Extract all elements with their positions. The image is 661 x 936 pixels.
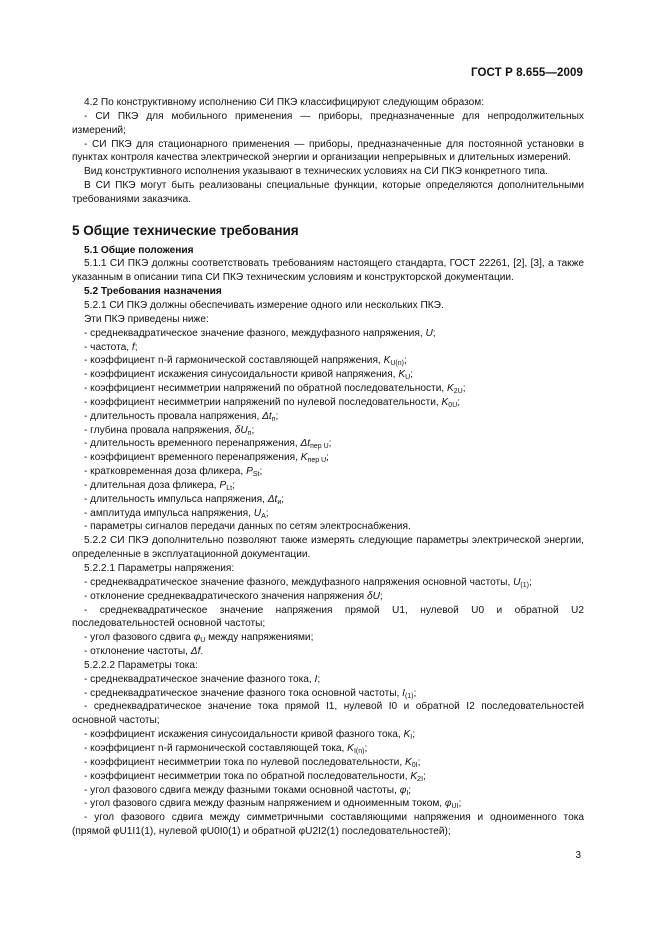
list-item-end: . [200, 646, 204, 658]
list-item-end: ; [232, 479, 235, 491]
list-item-end: ; [275, 410, 279, 422]
list-item-text: - коэффициент несимметрии напряжений по обратной последовательности, [84, 383, 447, 395]
list-item-end: ; [528, 576, 532, 588]
symbol: U [513, 576, 521, 588]
list-item [72, 354, 584, 368]
symbol-subscript: п [271, 415, 276, 423]
list-item-text: - среднеквадратическое значение напряжения прямой U1, нулевой U0 и обратной U2 последовательностей основной частоты; [72, 604, 584, 630]
list-item-end: ; [417, 756, 421, 768]
symbol: Δt [267, 493, 278, 505]
symbol-subscript: I [406, 789, 409, 797]
symbol: K [410, 770, 418, 782]
symbol: K [403, 729, 411, 741]
list-item [72, 728, 584, 742]
subsection-5-2-2-2-heading: 5.2.2.2 Параметры тока: [84, 659, 198, 671]
list-item-end: ; [423, 770, 426, 782]
list-item-text: - коэффициент искажения синусоидальности кривой фазного тока, [84, 729, 404, 741]
symbol: P [246, 466, 253, 478]
symbol: Δf [190, 646, 201, 658]
list-item-text: - коэффициент искажения синусоидальности кривой напряжения, [84, 369, 399, 381]
list-item-end: ; [457, 396, 461, 408]
paragraph: В СИ ПКЭ могут быть реализованы специальные функции, которые определяются дополнительными требованиями заказчика. [72, 180, 584, 205]
symbol: δU [234, 424, 248, 436]
symbol: K [300, 452, 308, 464]
voltage-parameter-list [72, 576, 584, 659]
list-item [72, 811, 584, 839]
symbol-subscript: (1) [404, 692, 414, 700]
symbol-subscript: UI [451, 803, 459, 811]
list-item-text: - среднеквадратическое значение фазного тока, [84, 673, 315, 685]
paragraph: 4.2 По конструктивному исполнению СИ ПКЭ классифицируют следующим образом: [84, 97, 485, 108]
list-item-text: - коэффициент несимметрии тока по обратной последовательности, [84, 770, 411, 782]
subsection-5-1-heading: 5.1 Общие положения [84, 244, 194, 256]
list-item [72, 451, 584, 465]
list-item [72, 700, 584, 728]
symbol: Δt [300, 438, 311, 450]
symbol-subscript: (1) [520, 581, 529, 589]
list-item-end: ; [134, 341, 138, 353]
list-item-end: ; [432, 327, 436, 339]
list-item-text: - отклонение частоты, [84, 646, 191, 658]
list-item [72, 784, 584, 798]
list-item [72, 631, 584, 645]
symbol: φ [193, 632, 201, 644]
symbol: K [347, 742, 354, 754]
list-item-text: - угол фазового сдвига между симметричными составляющими напряжения и одноименного тока (прямой φU1I1(1), нулевой φU0I0(1) и обратной φU2I2(1) последовательностей); [72, 812, 584, 838]
symbol: K [441, 396, 449, 408]
symbol-subscript: U [200, 637, 206, 645]
list-item-text: - параметры сигналов передачи данных по сетям электроснабжения. [84, 521, 411, 533]
list-item-text: - среднеквадратическое значение фазного тока основной частоты, [84, 687, 403, 699]
list-item-text: - длительная доза фликера, [84, 479, 220, 491]
list-item [72, 382, 584, 396]
symbol-subscript: Lt [226, 484, 233, 492]
list-item-end: ; [410, 369, 413, 381]
current-parameter-list [72, 673, 584, 839]
paragraph: - СИ ПКЭ для мобильного применения — приборы, предназначенные для непродолжительных измерений; [72, 110, 584, 136]
paragraph: 5.1.1 СИ ПКЭ должны соответствовать требованиям настоящего стандарта, ГОСТ 22261, [2], [3], а также указанным в описании типа СИ ПКЭ техническим условиям и конструкторской документации. [72, 258, 584, 284]
page-content [72, 96, 584, 839]
symbol-subscript: I [410, 734, 413, 742]
list-item-end: ; [317, 673, 321, 685]
subsection-5-2-heading: 5.2 Требования назначения [84, 286, 222, 298]
list-item-text: - коэффициент n-й гармонической составляющей тока, [84, 742, 348, 754]
symbol: f [131, 341, 135, 353]
list-item [72, 493, 584, 507]
list-item-text: - глубина провала напряжения, [84, 424, 235, 436]
list-item-end: ; [412, 729, 416, 741]
list-item [72, 410, 584, 424]
list-item-text: - отклонение среднеквадратического значения напряжения [84, 590, 367, 602]
list-item [72, 368, 584, 382]
list-item [72, 437, 584, 451]
list-item-text: - коэффициент несимметрии тока по нулевой последовательности, [84, 756, 405, 768]
list-item [72, 742, 584, 756]
list-item [72, 687, 584, 701]
list-item [72, 396, 584, 410]
section-5-heading: 5 Общие технические требования [72, 222, 299, 238]
symbol: φ [399, 784, 407, 796]
list-item-end: ; [364, 742, 368, 754]
symbol: U [425, 327, 433, 339]
symbol: K [383, 355, 391, 367]
list-item [72, 756, 584, 770]
list-item-text: - длительность импульса напряжения, [84, 493, 268, 505]
list-item-end: ; [326, 452, 329, 464]
list-item-end: ; [259, 466, 263, 478]
list-item [72, 327, 584, 341]
symbol: U [253, 507, 262, 519]
list-item-text: - длительность провала напряжения, [84, 410, 263, 422]
list-item [72, 673, 584, 687]
symbol-subscript: пер U [310, 443, 329, 451]
symbol: Δt [262, 410, 272, 422]
pke-list [72, 327, 584, 535]
symbol-subscript: 2U [453, 388, 463, 396]
list-item [72, 424, 584, 438]
symbol-subscript: пер U [307, 457, 327, 465]
page-number: 3 [575, 850, 581, 861]
symbol: P [219, 479, 227, 491]
symbol: I [402, 687, 405, 699]
list-item-end: ; [413, 687, 417, 699]
subsection-5-2-2-1-heading: 5.2.2.1 Параметры напряжения: [84, 563, 235, 574]
list-item [72, 576, 584, 590]
list-item-text: - коэффициент временного перенапряжения, [84, 452, 301, 464]
symbol: I [314, 673, 318, 685]
list-item-text: - среднеквадратическое значение фазного, междуфазного напряжения основной частоты, [84, 576, 514, 588]
list-item-text: - коэффициент n-й гармонической составляющей напряжения, [84, 355, 384, 367]
list-item [72, 770, 584, 784]
list-item [72, 520, 584, 534]
list-item-end: ; [265, 507, 269, 519]
paragraph: 5.2.2 СИ ПКЭ дополнительно позволяют также измерять следующие параметры электрической энергии, определенные в эксплуатационной документации. [72, 535, 584, 561]
list-item [72, 465, 584, 479]
symbol: K [446, 383, 454, 395]
paragraph: - СИ ПКЭ для стационарного применения — приборы, предназначенные для постоянной установки в пунктах контроля качества электрической энергии и организации непрерывных и длительных измерений. [72, 138, 584, 164]
list-item-text: - кратковременная доза фликера, [84, 466, 247, 478]
symbol-subscript: A [261, 512, 266, 520]
paragraph: Эти ПКЭ приведены ниже: [84, 313, 209, 325]
list-item-text: - среднеквадратическое значение фазного, междуфазного напряжения, [84, 327, 426, 339]
list-item-end: ; [458, 798, 462, 810]
symbol-subscript: I(n) [353, 747, 365, 755]
list-item-end: ; [408, 784, 412, 796]
symbol-subscript: U [405, 374, 411, 382]
list-item-text: - длительность временного перенапряжения, [84, 438, 301, 450]
list-item-text: - угол фазового сдвига между фазным напряжением и одноименным током, [84, 798, 445, 810]
list-item-end: ; [403, 355, 407, 367]
paragraph: Вид конструктивного исполнения указывают в технических условиях на СИ ПКЭ конкретного типа. [84, 166, 548, 178]
list-item [72, 645, 584, 659]
list-item-text: - угол фазового сдвига между фазными токами основной частоты, [84, 784, 400, 796]
list-item [72, 479, 584, 493]
symbol: K [398, 369, 406, 381]
list-item [72, 797, 584, 811]
symbol-subscript: п [247, 429, 252, 437]
symbol-subscript: 0I [411, 761, 418, 769]
symbol-subscript: и [277, 498, 282, 506]
paragraph: 5.2.1 СИ ПКЭ должны обеспечивать измерение одного или нескольких ПКЭ. [84, 299, 444, 311]
symbol-subscript: St [252, 471, 260, 479]
symbol-subscript: 0U [448, 401, 458, 409]
list-item [72, 590, 584, 604]
symbol: δU [366, 590, 380, 602]
document-code: ГОСТ Р 8.655—2009 [471, 67, 583, 79]
list-item-text: - амплитуда импульса напряжения, [84, 507, 254, 519]
list-item-end: ; [379, 590, 383, 602]
list-item-end: ; [281, 493, 285, 505]
symbol: φ [444, 798, 452, 810]
list-item-text: - угол фазового сдвига [84, 632, 194, 644]
list-item-end: ; [328, 438, 332, 450]
list-item-text: - коэффициент несимметрии напряжений по нулевой последовательности, [84, 396, 442, 408]
list-item-text: - среднеквадратическое значение тока прямой I1, нулевой I0 и обратной I2 последовательностей основной частоты; [72, 701, 584, 727]
list-item-end: ; [462, 383, 466, 395]
list-item-end: ; [251, 424, 255, 436]
symbol-subscript: U(n) [390, 360, 404, 368]
list-item [72, 341, 584, 355]
list-item [72, 604, 584, 632]
list-item-end: между напряжениями; [205, 632, 314, 644]
symbol: K [404, 756, 412, 768]
list-item [72, 507, 584, 521]
list-item-text: - частота, [84, 341, 132, 353]
symbol-subscript: 2I [417, 775, 424, 783]
